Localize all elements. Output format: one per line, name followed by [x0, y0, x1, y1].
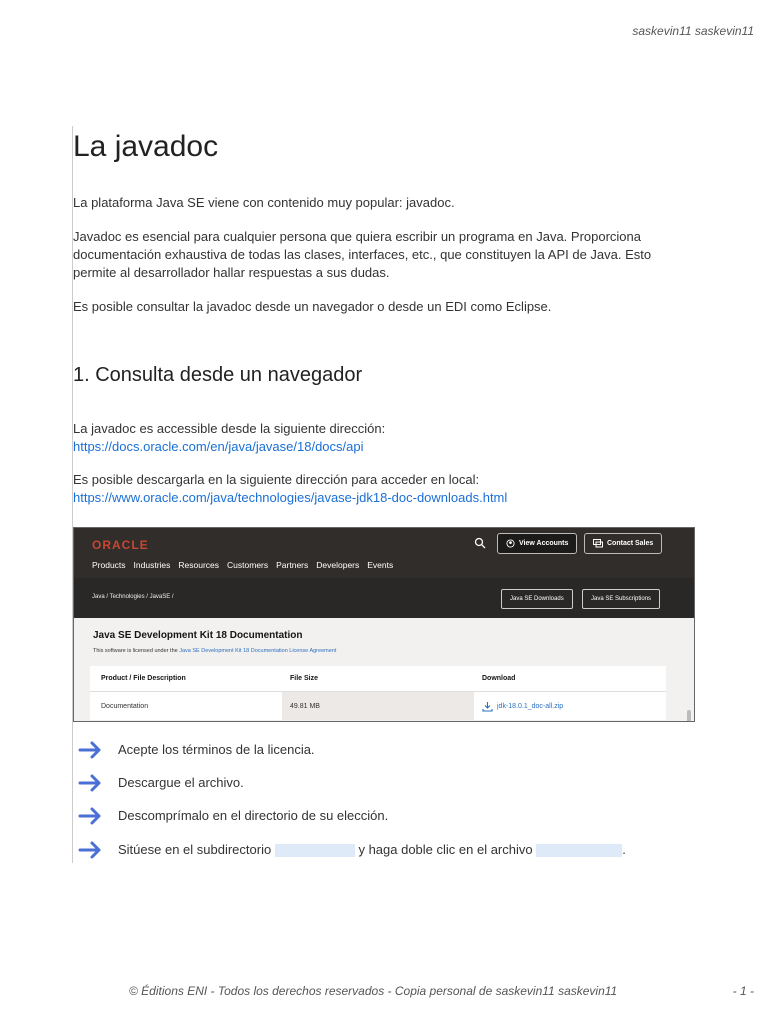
step-open-file-part1: Sitúese en el subdirectorio [118, 842, 272, 857]
nav-item-events: Events [367, 560, 394, 570]
oracle-breadcrumb-bar [74, 578, 694, 618]
col-size-header: File Size [290, 675, 319, 682]
table-row [90, 692, 666, 720]
row-size: 49.81 MB [282, 692, 474, 720]
consult-paragraph: Es posible consultar la javadoc desde un navegador o desde un EDI como Eclipse. [73, 299, 552, 314]
doc-download-link[interactable]: https://www.oracle.com/java/technologies/javase-jdk18-doc-downloads.html [73, 490, 508, 505]
subdirectory-placeholder [275, 844, 355, 857]
arrow-right-icon [78, 806, 104, 826]
license-prefix: This software is licensed under the [93, 648, 180, 654]
view-accounts-label: View Accounts [519, 540, 569, 547]
step-open-file-part2: y haga doble clic en el archivo [358, 842, 533, 857]
step-download: Descargue el archivo. [118, 775, 244, 790]
row-download-file: jdk-18.0.1_doc-all.zip [497, 702, 564, 710]
intro-paragraph: La plataforma Java SE viene con contenido muy popular: javadoc. [73, 195, 455, 210]
nav-item-resources: Resources [178, 560, 220, 570]
chat-icon [593, 539, 603, 548]
step-open-file-period: . [622, 842, 626, 857]
oracle-download-screenshot [73, 527, 695, 722]
oracle-logo: ORACLE [92, 538, 149, 552]
scrollbar [687, 710, 691, 722]
col-download-header: Download [482, 675, 516, 682]
nav-item-industries: Industries [133, 560, 171, 570]
table-header [90, 666, 666, 692]
nav-item-developers: Developers [316, 560, 360, 570]
footer-copyright: © Éditions ENI - Todos los derechos reservados - Copia personal de saskevin11 saskevin11 [129, 984, 618, 998]
javadoc-description-paragraph: Javadoc es esencial para cualquier persona que quiera escribir un programa en Java. Proporciona documentación exhaustiva de todas las clases, interfaces, etc., que constituyen la API de Java. Esto permite al desarrollador hallar respuestas a sus dudas. [73, 229, 652, 280]
list-item [78, 840, 626, 860]
row-download [474, 701, 666, 712]
download-icon [482, 701, 493, 712]
account-icon [506, 539, 515, 548]
nav-item-customers: Customers [227, 560, 269, 570]
page-title: La javadoc [73, 130, 219, 163]
arrow-right-icon [78, 773, 104, 793]
oracle-doc-body [74, 618, 694, 722]
nav-item-products: Products [92, 560, 126, 570]
arrow-right-icon [78, 840, 104, 860]
oracle-nav [92, 560, 393, 570]
nav-item-partners: Partners [276, 560, 309, 570]
header-user: saskevin11 saskevin11 [632, 24, 754, 38]
section-title: 1. Consulta desde un navegador [73, 364, 363, 386]
list-item [78, 806, 389, 826]
breadcrumb: Java / Technologies / JavaSE / [92, 594, 174, 600]
list-item [78, 773, 244, 793]
access-paragraph [73, 420, 693, 456]
view-accounts-button [497, 533, 577, 554]
file-placeholder [536, 844, 622, 857]
step-unzip: Descomprímalo en el directorio de su elección. [118, 808, 389, 823]
download-text: Es posible descargarla en la siguiente dirección para acceder en local: [73, 472, 480, 487]
download-table [90, 666, 666, 720]
arrow-right-icon [78, 740, 104, 760]
java-se-downloads-button: Java SE Downloads [501, 589, 573, 609]
license-notice [93, 648, 336, 654]
list-item [78, 740, 315, 760]
col-description-header: Product / File Description [101, 675, 186, 682]
step-open-file [118, 842, 626, 857]
contact-sales-button [584, 533, 662, 554]
license-link: Java SE Development Kit 18 Documentation License Agreement [179, 648, 337, 654]
page-number: - 1 - [732, 984, 754, 998]
java-se-subscriptions-button: Java SE Subscriptions [582, 589, 660, 609]
contact-sales-label: Contact Sales [607, 540, 654, 547]
document-content [73, 126, 703, 505]
api-docs-link[interactable]: https://docs.oracle.com/en/java/javase/18/docs/api [73, 439, 364, 454]
oracle-header-bar [74, 528, 694, 578]
access-text: La javadoc es accessible desde la siguiente dirección: [73, 421, 386, 436]
row-description: Documentation [101, 702, 149, 710]
search-icon [474, 537, 486, 552]
step-accept-license: Acepte los términos de la licencia. [118, 742, 315, 757]
jdk-doc-heading: Java SE Development Kit 18 Documentation [93, 630, 303, 641]
download-paragraph [73, 471, 693, 507]
